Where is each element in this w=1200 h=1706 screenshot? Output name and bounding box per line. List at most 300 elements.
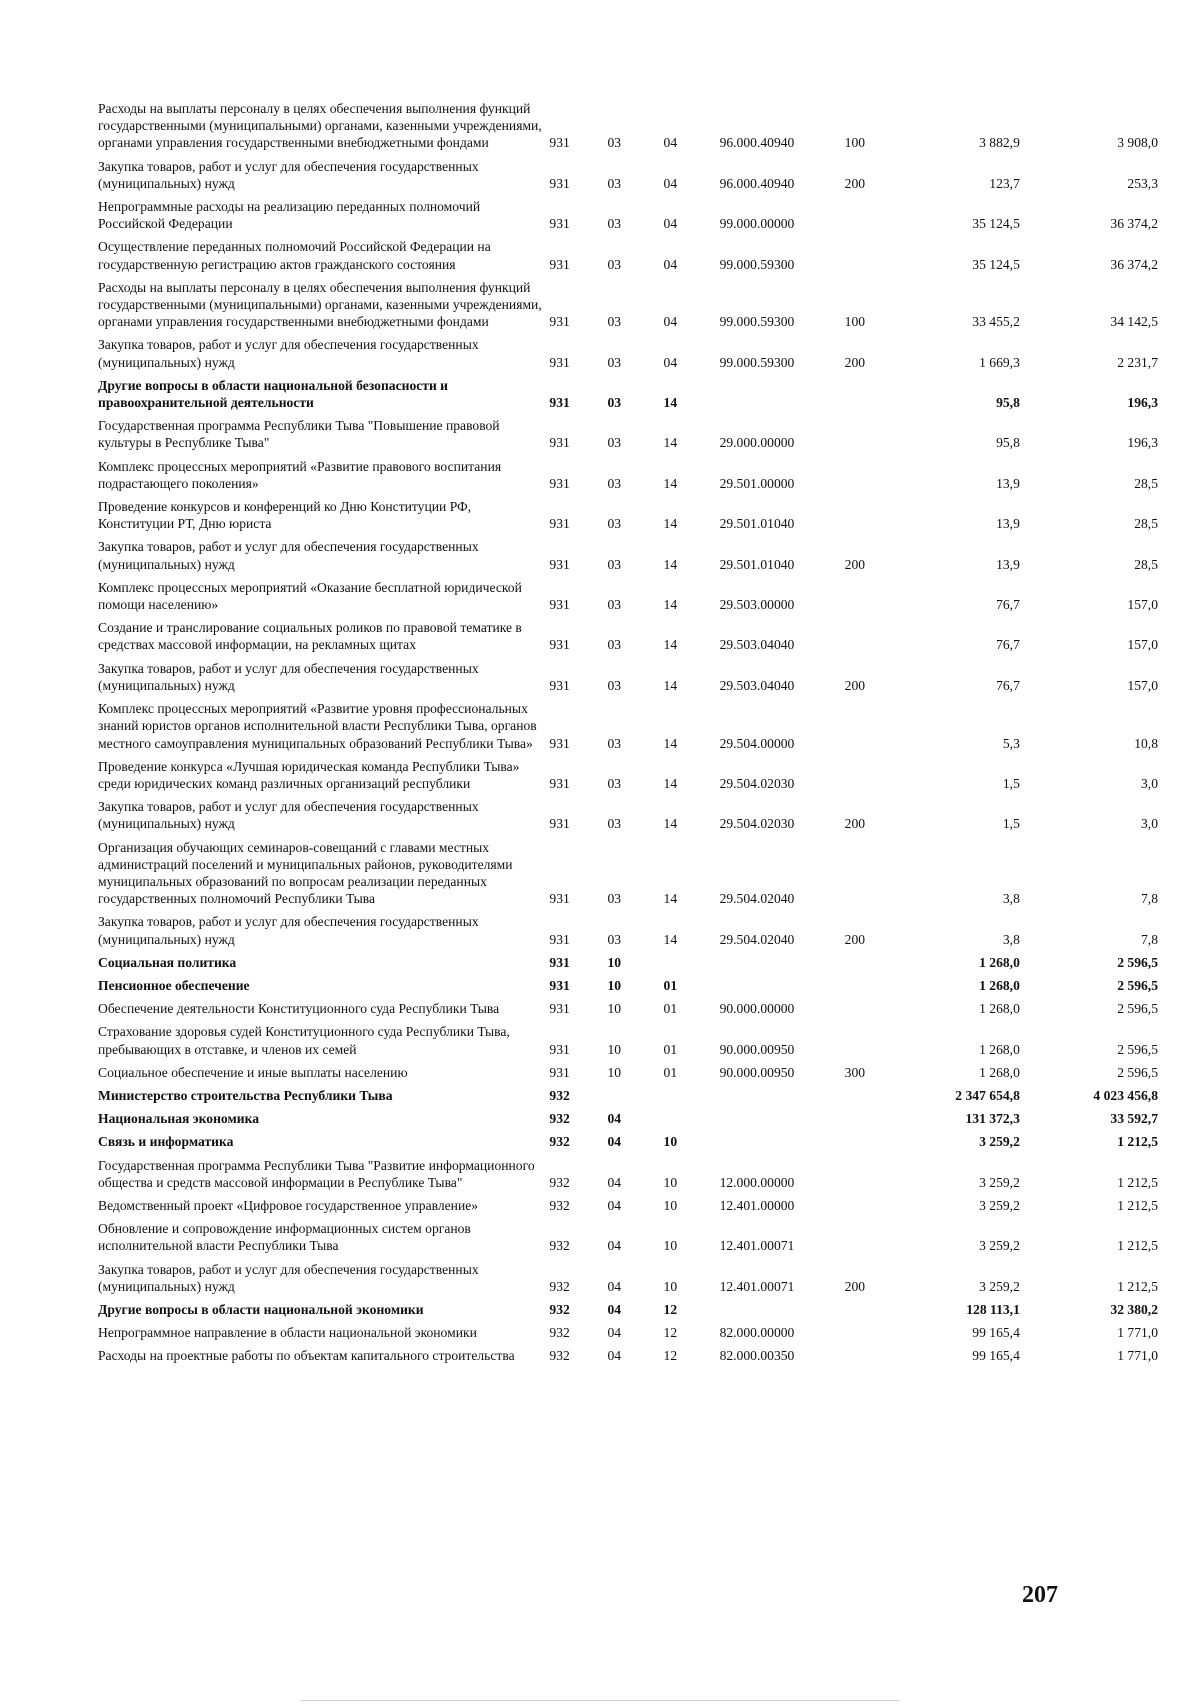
row-amount-2: 1 771,0 <box>1117 1325 1158 1341</box>
row-amount-2: 2 596,5 <box>1117 1001 1158 1017</box>
row-amount-2: 28,5 <box>1134 516 1158 532</box>
row-section-code: 03 <box>607 175 622 191</box>
table-row <box>98 752 1158 792</box>
row-subsection-code: 12 <box>663 1301 678 1317</box>
row-name: Закупка товаров, работ и услуг для обеспечения государственных (муниципальных) нужд <box>98 1261 479 1294</box>
row-subsection-code: 12 <box>663 1325 678 1341</box>
row-section-code: 10 <box>607 1064 622 1080</box>
row-section-code: 10 <box>607 1001 622 1017</box>
table-row <box>98 1295 1158 1318</box>
row-gr-code: 931 <box>549 175 570 191</box>
table-row <box>98 94 1158 152</box>
row-expense-type-code: 300 <box>844 1064 866 1080</box>
row-expense-type-code <box>845 573 900 613</box>
table-row <box>98 411 1158 451</box>
table-row <box>98 371 1158 411</box>
row-subsection-code: 04 <box>663 135 678 151</box>
row-gr-code: 932 <box>549 1174 570 1190</box>
row-expense-type-code: 200 <box>844 556 866 572</box>
row-expense-type-code <box>845 948 900 971</box>
row-gr-code: 932 <box>549 1325 570 1341</box>
row-subsection-code: 10 <box>663 1278 678 1294</box>
row-target-article-code <box>720 1295 845 1318</box>
row-amount-1: 5,3 <box>1002 735 1020 751</box>
row-section-code: 03 <box>607 435 622 451</box>
row-amount-2: 28,5 <box>1134 556 1158 572</box>
row-name: Обновление и сопровождение информационных систем органов исполнительной власти Республики Тыва <box>98 1221 471 1254</box>
row-gr-code: 932 <box>549 1278 570 1294</box>
row-section-code: 04 <box>607 1111 622 1127</box>
row-amount-1: 3 882,9 <box>979 135 1020 151</box>
row-gr-code: 931 <box>549 556 570 572</box>
table-row <box>98 532 1158 572</box>
row-gr-code: 931 <box>549 597 570 613</box>
table-row <box>98 573 1158 613</box>
row-section-code: 03 <box>607 597 622 613</box>
row-expense-type-code: 200 <box>844 677 866 693</box>
table-row <box>98 971 1158 994</box>
table-row <box>98 1081 1158 1104</box>
row-gr-code: 932 <box>549 1197 570 1213</box>
row-subsection-code: 04 <box>663 314 678 330</box>
row-section-code: 03 <box>607 637 622 653</box>
row-gr-code: 931 <box>549 314 570 330</box>
row-target-article-code: 99.000.59300 <box>719 314 795 330</box>
row-subsection-code: 14 <box>663 435 678 451</box>
table-row <box>98 654 1158 694</box>
row-subsection-code: 14 <box>663 597 678 613</box>
row-target-article-code: 29.504.02030 <box>719 775 795 791</box>
row-name: Другие вопросы в области национальной экономики <box>98 1301 424 1317</box>
row-expense-type-code <box>845 492 900 532</box>
row-section-code: 03 <box>607 775 622 791</box>
row-gr-code: 932 <box>549 1238 570 1254</box>
row-target-article-code: 90.000.00000 <box>719 1001 795 1017</box>
row-section-code: 04 <box>607 1325 622 1341</box>
table-row <box>98 948 1158 971</box>
row-amount-2: 2 596,5 <box>1117 1041 1158 1057</box>
row-target-article-code: 90.000.00950 <box>719 1064 795 1080</box>
table-row <box>98 330 1158 370</box>
row-name: Страхование здоровья судей Конституционного суда Республики Тыва, пребывающих в отставке, и членов их семей <box>98 1024 510 1057</box>
row-amount-2: 157,0 <box>1127 597 1158 613</box>
row-amount-2: 196,3 <box>1127 435 1158 451</box>
row-amount-2: 1 212,5 <box>1117 1197 1158 1213</box>
row-gr-code: 931 <box>549 891 570 907</box>
row-expense-type-code: 100 <box>844 314 866 330</box>
row-name: Пенсионное обеспечение <box>98 977 250 993</box>
row-amount-1: 35 124,5 <box>972 256 1020 272</box>
row-section-code: 03 <box>607 677 622 693</box>
row-name: Министерство строительства Республики Тыва <box>98 1087 393 1103</box>
row-name: Социальная политика <box>98 954 237 970</box>
row-gr-code: 931 <box>549 677 570 693</box>
row-subsection-code <box>664 948 720 971</box>
table-row <box>98 833 1158 908</box>
table-row <box>98 1151 1158 1191</box>
row-subsection-code: 14 <box>663 891 678 907</box>
row-section-code: 04 <box>607 1348 622 1364</box>
row-expense-type-code <box>845 1151 900 1191</box>
row-amount-1: 3 259,2 <box>979 1174 1020 1190</box>
row-section-code: 10 <box>607 954 622 970</box>
row-expense-type-code <box>845 232 900 272</box>
table-row <box>98 192 1158 232</box>
row-target-article-code: 29.504.02040 <box>719 891 795 907</box>
row-expense-type-code: 200 <box>844 175 866 191</box>
row-name: Ведомственный проект «Цифровое государственное управление» <box>98 1197 479 1213</box>
row-amount-1: 1 268,0 <box>979 1064 1020 1080</box>
row-amount-2: 157,0 <box>1127 677 1158 693</box>
row-gr-code: 931 <box>549 216 570 232</box>
row-subsection-code: 14 <box>663 637 678 653</box>
row-target-article-code: 29.503.04040 <box>719 677 795 693</box>
row-amount-2: 34 142,5 <box>1110 314 1158 330</box>
row-gr-code: 932 <box>549 1301 570 1317</box>
row-name: Расходы на выплаты персоналу в целях обеспечения выполнения функций государственными (муниципальными) органами, казенными учреждениями, органами управления государственными внебюджетными фондами <box>98 101 542 151</box>
row-amount-1: 35 124,5 <box>972 216 1020 232</box>
row-amount-1: 3,8 <box>1002 931 1020 947</box>
row-gr-code: 931 <box>549 1064 570 1080</box>
row-target-article-code <box>720 948 845 971</box>
row-section-code: 03 <box>607 314 622 330</box>
row-target-article-code: 12.000.00000 <box>719 1174 795 1190</box>
row-gr-code: 932 <box>549 1111 570 1127</box>
row-subsection-code: 14 <box>663 475 678 491</box>
row-target-article-code: 96.000.40940 <box>719 135 795 151</box>
row-expense-type-code <box>845 192 900 232</box>
row-expense-type-code <box>845 1017 900 1057</box>
row-expense-type-code: 200 <box>844 1278 866 1294</box>
row-amount-2: 1 212,5 <box>1117 1174 1158 1190</box>
row-amount-2: 1 212,5 <box>1117 1278 1158 1294</box>
row-expense-type-code <box>845 1214 900 1254</box>
row-target-article-code: 29.000.00000 <box>719 435 795 451</box>
row-gr-code: 931 <box>549 637 570 653</box>
row-subsection-code <box>664 1081 720 1104</box>
row-target-article-code: 29.504.02030 <box>719 816 795 832</box>
table-row <box>98 1318 1158 1341</box>
row-name: Закупка товаров, работ и услуг для обеспечения государственных (муниципальных) нужд <box>98 337 479 370</box>
row-gr-code: 931 <box>549 954 570 970</box>
row-target-article-code <box>720 1127 845 1150</box>
page-number: 207 <box>1022 1582 1058 1608</box>
row-expense-type-code <box>845 1318 900 1341</box>
row-expense-type-code <box>845 1191 900 1214</box>
row-target-article-code: 99.000.59300 <box>719 354 795 370</box>
row-target-article-code: 96.000.40940 <box>719 175 795 191</box>
row-expense-type-code <box>845 1341 900 1364</box>
row-amount-2: 7,8 <box>1141 891 1158 907</box>
table-row <box>98 1214 1158 1254</box>
row-target-article-code: 29.504.02040 <box>719 931 795 947</box>
table-row <box>98 792 1158 832</box>
row-section-code: 04 <box>607 1278 622 1294</box>
row-name: Проведение конкурса «Лучшая юридическая команда Республики Тыва» среди юридических команд различных организаций республики <box>98 758 520 791</box>
row-section-code: 04 <box>607 1197 622 1213</box>
row-section-code: 03 <box>607 395 622 411</box>
row-amount-2: 28,5 <box>1134 475 1158 491</box>
row-name: Проведение конкурсов и конференций ко Дню Конституции РФ, Конституции РТ, Дню юриста <box>98 499 472 532</box>
row-subsection-code: 14 <box>663 556 678 572</box>
row-name: Национальная экономика <box>98 1111 259 1127</box>
row-name: Социальное обеспечение и иные выплаты населению <box>98 1064 408 1080</box>
row-expense-type-code <box>845 752 900 792</box>
row-expense-type-code <box>845 411 900 451</box>
row-section-code: 10 <box>607 1041 622 1057</box>
row-section-code: 03 <box>607 891 622 907</box>
row-amount-2: 32 380,2 <box>1110 1301 1158 1317</box>
row-gr-code: 931 <box>549 977 570 993</box>
row-target-article-code: 99.000.00000 <box>719 216 795 232</box>
row-subsection-code <box>664 1104 720 1127</box>
row-subsection-code: 01 <box>663 1041 678 1057</box>
row-gr-code: 931 <box>549 435 570 451</box>
row-subsection-code: 14 <box>663 816 678 832</box>
row-name: Расходы на проектные работы по объектам капитального строительства <box>98 1348 515 1364</box>
row-subsection-code: 12 <box>663 1348 678 1364</box>
row-gr-code: 931 <box>549 775 570 791</box>
row-amount-1: 1 268,0 <box>979 954 1020 970</box>
row-name: Комплекс процессных мероприятий «Развитие правового воспитания подрастающего поколения» <box>98 458 502 491</box>
table-row <box>98 1191 1158 1214</box>
row-amount-1: 3 259,2 <box>979 1197 1020 1213</box>
row-target-article-code: 12.401.00000 <box>719 1197 795 1213</box>
row-gr-code: 931 <box>549 1041 570 1057</box>
row-section-code: 03 <box>607 816 622 832</box>
row-expense-type-code: 200 <box>844 354 866 370</box>
row-subsection-code: 01 <box>663 1064 678 1080</box>
row-section-code: 03 <box>607 135 622 151</box>
row-amount-2: 2 596,5 <box>1117 1064 1158 1080</box>
row-name: Закупка товаров, работ и услуг для обеспечения государственных (муниципальных) нужд <box>98 158 479 191</box>
row-amount-2: 196,3 <box>1127 395 1158 411</box>
row-name: Комплекс процессных мероприятий «Развитие уровня профессиональных знаний юристов органов исполнительной власти Республики Тыва, органов местного самоуправления муниципальных образований Республики Тыва» <box>98 701 537 751</box>
row-amount-1: 1 268,0 <box>979 1001 1020 1017</box>
row-section-code: 03 <box>607 516 622 532</box>
row-name: Создание и транслирование социальных роликов по правовой тематике в средствах массовой информации, на рекламных щитах <box>98 620 522 653</box>
row-name: Государственная программа Республики Тыва "Повышение правовой культуры в Республике Тыва" <box>98 418 500 451</box>
row-amount-2: 3 908,0 <box>1117 135 1158 151</box>
row-amount-2: 2 231,7 <box>1117 354 1158 370</box>
row-amount-2: 1 212,5 <box>1117 1238 1158 1254</box>
row-amount-1: 1,5 <box>1002 775 1020 791</box>
row-target-article-code: 90.000.00950 <box>719 1041 795 1057</box>
row-gr-code: 931 <box>549 256 570 272</box>
row-section-code: 04 <box>607 1174 622 1190</box>
row-amount-2: 36 374,2 <box>1110 256 1158 272</box>
row-amount-1: 95,8 <box>996 435 1020 451</box>
row-subsection-code: 04 <box>663 216 678 232</box>
row-amount-1: 3 259,2 <box>979 1278 1020 1294</box>
row-amount-1: 13,9 <box>996 475 1020 491</box>
row-subsection-code: 10 <box>663 1134 678 1150</box>
table-row <box>98 492 1158 532</box>
row-amount-2: 33 592,7 <box>1110 1111 1158 1127</box>
row-amount-1: 99 165,4 <box>972 1348 1020 1364</box>
table-row <box>98 613 1158 653</box>
table-row <box>98 273 1158 331</box>
row-expense-type-code <box>845 971 900 994</box>
row-target-article-code: 82.000.00000 <box>719 1325 795 1341</box>
row-target-article-code: 29.504.00000 <box>719 735 795 751</box>
row-section-code: 04 <box>607 1301 622 1317</box>
row-name: Государственная программа Республики Тыва "Развитие информационного общества и средств массовой информации в Республике Тыва" <box>98 1157 535 1190</box>
row-amount-2: 2 596,5 <box>1117 977 1158 993</box>
table-row <box>98 1058 1158 1081</box>
row-subsection-code: 10 <box>663 1197 678 1213</box>
table-row <box>98 1017 1158 1057</box>
row-gr-code: 932 <box>549 1134 570 1150</box>
row-target-article-code <box>720 371 845 411</box>
row-name: Непрограммные расходы на реализацию переданных полномочий Российской Федерации <box>98 199 481 232</box>
row-gr-code: 931 <box>549 816 570 832</box>
row-expense-type-code <box>845 994 900 1017</box>
table-row <box>98 1104 1158 1127</box>
row-name: Другие вопросы в области национальной безопасности и правоохранительной деятельности <box>98 377 449 411</box>
row-target-article-code: 29.501.01040 <box>719 516 795 532</box>
row-amount-2: 3,0 <box>1141 775 1158 791</box>
row-section-code: 04 <box>607 1238 622 1254</box>
row-target-article-code: 29.501.01040 <box>719 556 795 572</box>
row-target-article-code: 12.401.00071 <box>719 1278 795 1294</box>
table-row <box>98 152 1158 192</box>
row-gr-code: 931 <box>549 354 570 370</box>
row-amount-2: 36 374,2 <box>1110 216 1158 232</box>
row-section-code: 03 <box>607 475 622 491</box>
row-amount-2: 3,0 <box>1141 816 1158 832</box>
row-amount-2: 1 771,0 <box>1117 1348 1158 1364</box>
row-name: Обеспечение деятельности Конституционного суда Республики Тыва <box>98 1001 500 1017</box>
row-gr-code: 931 <box>549 395 570 411</box>
row-expense-type-code <box>845 1127 900 1150</box>
row-amount-1: 3 259,2 <box>979 1134 1020 1150</box>
row-amount-1: 123,7 <box>989 175 1020 191</box>
row-expense-type-code: 200 <box>844 931 866 947</box>
row-subsection-code: 14 <box>663 677 678 693</box>
table-row <box>98 232 1158 272</box>
row-gr-code: 932 <box>549 1087 570 1103</box>
table-row <box>98 907 1158 947</box>
row-target-article-code <box>720 971 845 994</box>
row-expense-type-code <box>845 1104 900 1127</box>
row-amount-2: 253,3 <box>1127 175 1158 191</box>
row-amount-1: 3,8 <box>1002 891 1020 907</box>
table-row <box>98 994 1158 1017</box>
row-expense-type-code <box>845 1295 900 1318</box>
row-amount-2: 10,8 <box>1134 735 1158 751</box>
row-name: Комплекс процессных мероприятий «Оказание бесплатной юридической помощи населению» <box>98 579 522 613</box>
row-amount-1: 131 372,3 <box>965 1111 1020 1127</box>
row-amount-1: 1,5 <box>1002 816 1020 832</box>
row-gr-code: 931 <box>549 475 570 491</box>
row-expense-type-code <box>845 452 900 492</box>
row-name: Закупка товаров, работ и услуг для обеспечения государственных (муниципальных) нужд <box>98 539 479 572</box>
row-amount-1: 128 113,1 <box>966 1301 1020 1317</box>
row-expense-type-code: 200 <box>844 816 866 832</box>
row-amount-2: 2 596,5 <box>1117 954 1158 970</box>
row-amount-1: 76,7 <box>996 597 1020 613</box>
row-name: Связь и информатика <box>98 1134 234 1150</box>
row-name: Непрограммное направление в области национальной экономики <box>98 1325 477 1341</box>
row-section-code: 03 <box>607 735 622 751</box>
row-subsection-code: 14 <box>663 775 678 791</box>
row-amount-1: 1 669,3 <box>979 354 1020 370</box>
row-name: Организация обучающих семинаров-совещаний с главами местных администраций поселений и муниципальных районов, руководителями муниципальных образований по вопросам реализации переданных государственных полномочий Республики Тыва <box>98 839 513 907</box>
row-target-article-code: 29.501.00000 <box>719 475 795 491</box>
row-amount-1: 13,9 <box>996 516 1020 532</box>
row-expense-type-code <box>845 371 900 411</box>
table-row <box>98 452 1158 492</box>
row-subsection-code: 14 <box>663 735 678 751</box>
row-target-article-code: 82.000.00350 <box>719 1348 795 1364</box>
row-name: Закупка товаров, работ и услуг для обеспечения государственных (муниципальных) нужд <box>98 914 479 947</box>
row-amount-2: 4 023 456,8 <box>1093 1087 1158 1103</box>
row-target-article-code: 29.503.00000 <box>719 597 795 613</box>
row-subsection-code: 04 <box>663 256 678 272</box>
row-amount-1: 95,8 <box>996 395 1020 411</box>
row-amount-2: 1 212,5 <box>1117 1134 1158 1150</box>
row-amount-1: 76,7 <box>996 677 1020 693</box>
row-amount-1: 99 165,4 <box>972 1325 1020 1341</box>
row-amount-1: 3 259,2 <box>979 1238 1020 1254</box>
row-expense-type-code: 100 <box>844 135 866 151</box>
row-amount-1: 33 455,2 <box>972 314 1020 330</box>
row-expense-type-code <box>845 694 900 752</box>
row-expense-type-code <box>845 613 900 653</box>
row-gr-code: 931 <box>549 135 570 151</box>
row-subsection-code: 14 <box>663 931 678 947</box>
row-section-code <box>607 1081 663 1104</box>
budget-table <box>98 94 1158 1365</box>
row-target-article-code <box>720 1081 845 1104</box>
row-subsection-code: 01 <box>663 977 678 993</box>
row-target-article-code: 99.000.59300 <box>719 256 795 272</box>
row-amount-1: 1 268,0 <box>979 1041 1020 1057</box>
row-expense-type-code <box>845 1081 900 1104</box>
row-section-code: 10 <box>607 977 622 993</box>
page-bottom-edge <box>300 1700 900 1701</box>
row-gr-code: 931 <box>549 516 570 532</box>
row-gr-code: 932 <box>549 1348 570 1364</box>
row-subsection-code: 14 <box>663 516 678 532</box>
row-amount-2: 7,8 <box>1141 931 1158 947</box>
row-subsection-code: 01 <box>663 1001 678 1017</box>
row-amount-2: 157,0 <box>1127 637 1158 653</box>
row-name: Закупка товаров, работ и услуг для обеспечения государственных (муниципальных) нужд <box>98 799 479 832</box>
row-target-article-code: 12.401.00071 <box>719 1238 795 1254</box>
row-section-code: 03 <box>607 931 622 947</box>
row-amount-1: 76,7 <box>996 637 1020 653</box>
row-subsection-code: 04 <box>663 175 678 191</box>
row-expense-type-code <box>845 833 900 908</box>
table-row <box>98 1341 1158 1364</box>
row-section-code: 03 <box>607 354 622 370</box>
row-subsection-code: 10 <box>663 1238 678 1254</box>
row-section-code: 03 <box>607 216 622 232</box>
row-name: Осуществление переданных полномочий Российской Федерации на государственную регистрацию актов гражданского состояния <box>98 239 491 272</box>
row-section-code: 03 <box>607 556 622 572</box>
row-name: Расходы на выплаты персоналу в целях обеспечения выполнения функций государственными (муниципальными) органами, казенными учреждениями, органами управления государственными внебюджетными фондами <box>98 279 542 330</box>
row-gr-code: 931 <box>549 735 570 751</box>
table-row <box>98 1255 1158 1295</box>
row-target-article-code <box>720 1104 845 1127</box>
table-row <box>98 694 1158 752</box>
row-target-article-code: 29.503.04040 <box>719 637 795 653</box>
row-amount-1: 2 347 654,8 <box>955 1087 1020 1103</box>
row-amount-1: 13,9 <box>996 556 1020 572</box>
row-gr-code: 931 <box>549 931 570 947</box>
